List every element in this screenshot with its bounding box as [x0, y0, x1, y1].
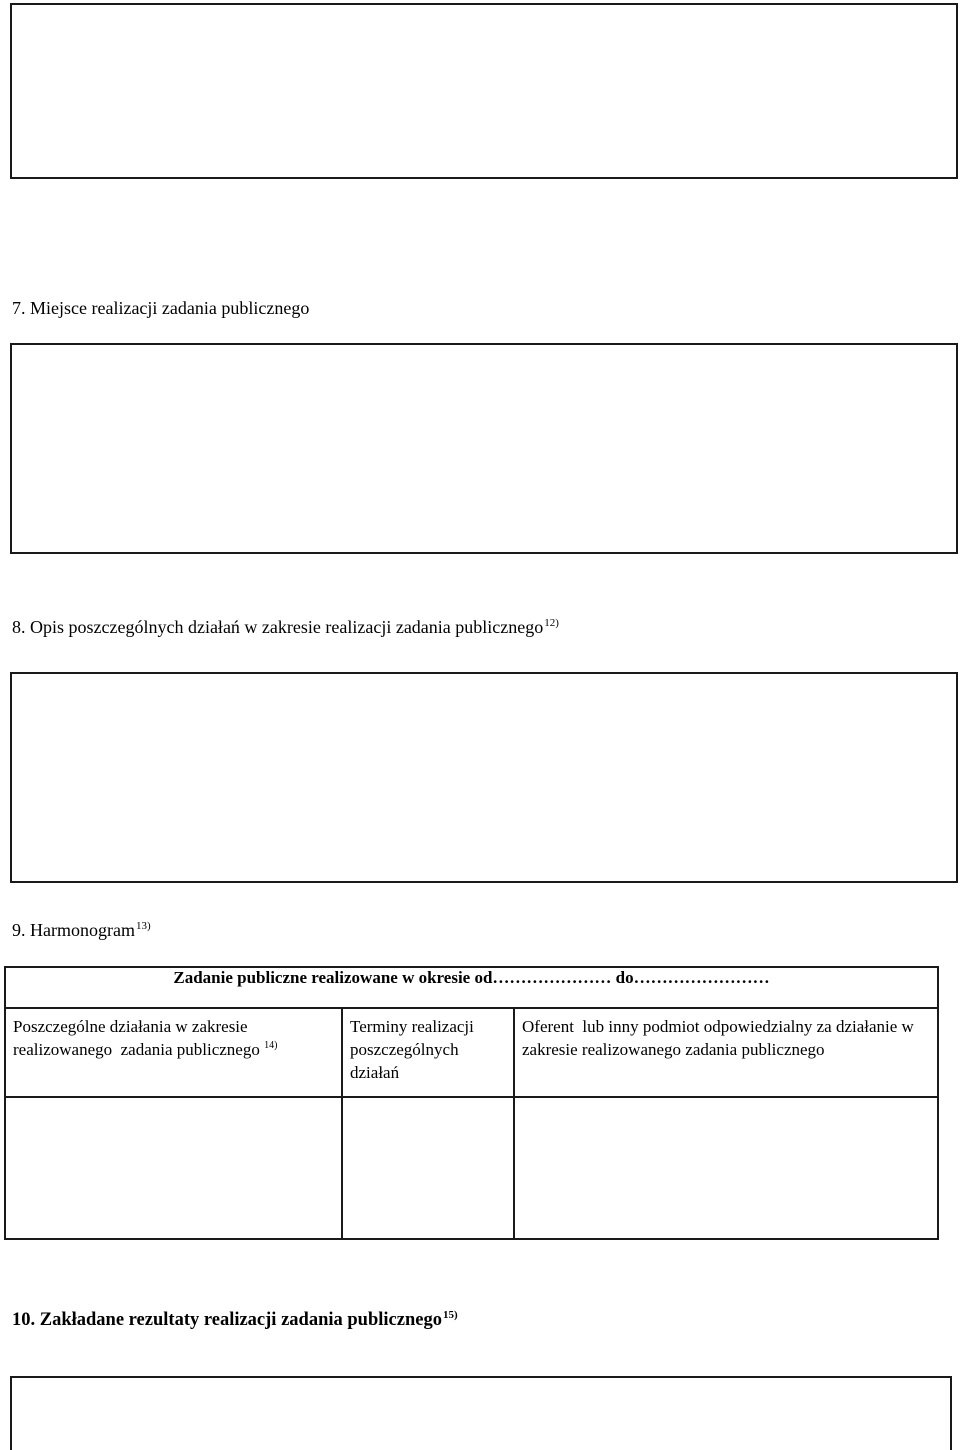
- section-10-heading: [12, 1309, 458, 1331]
- schedule-period-row: [5, 967, 938, 1008]
- schedule-period-text: Zadanie publiczne realizowane w okresie od………………… do……………………: [173, 968, 770, 987]
- column-responsible-label: Oferent lub inny podmiot odpowiedzialny za działanie w zakresie realizowanego zadania publicznego: [522, 1017, 919, 1059]
- section-7-answer-box: [10, 343, 958, 554]
- section-7-title: 7. Miejsce realizacji zadania publicznego: [12, 298, 310, 318]
- schedule-cell-responsible: [514, 1097, 938, 1239]
- section-9-title: 9. Harmonogram: [12, 920, 135, 940]
- schedule-cell-dates: [342, 1097, 514, 1239]
- schedule-table: [4, 966, 939, 1240]
- section-9-heading: [12, 919, 151, 941]
- schedule-period-header: [5, 967, 938, 1008]
- schedule-column-header-dates: [342, 1008, 514, 1097]
- section-9-footnote-ref: 13): [135, 920, 151, 932]
- section-8-heading: [12, 616, 559, 638]
- section-8-footnote-ref: 12): [544, 617, 559, 629]
- section-8-title: 8. Opis poszczególnych działań w zakresie realizacji zadania publicznego: [12, 617, 544, 637]
- column-actions-footnote-ref: 14): [264, 1040, 278, 1051]
- schedule-entry-row: [5, 1097, 938, 1239]
- column-dates-label: Terminy realizacji poszczególnych działań: [350, 1017, 479, 1082]
- section-7-heading: [12, 297, 309, 319]
- previous-section-answer-box: [10, 3, 958, 179]
- section-10-title: 10. Zakładane rezultaty realizacji zadania publicznego: [12, 1310, 442, 1330]
- schedule-column-header-row: [5, 1008, 938, 1097]
- section-10-footnote-ref: 15): [442, 1309, 458, 1321]
- section-10-answer-box: [10, 1376, 952, 1450]
- schedule-column-header-responsible: [514, 1008, 938, 1097]
- column-actions-label: Poszczególne działania w zakresie realizowanego zadania publicznego: [13, 1017, 260, 1059]
- schedule-cell-actions: [5, 1097, 342, 1239]
- schedule-column-header-actions: [5, 1008, 342, 1097]
- section-8-answer-box: [10, 672, 958, 883]
